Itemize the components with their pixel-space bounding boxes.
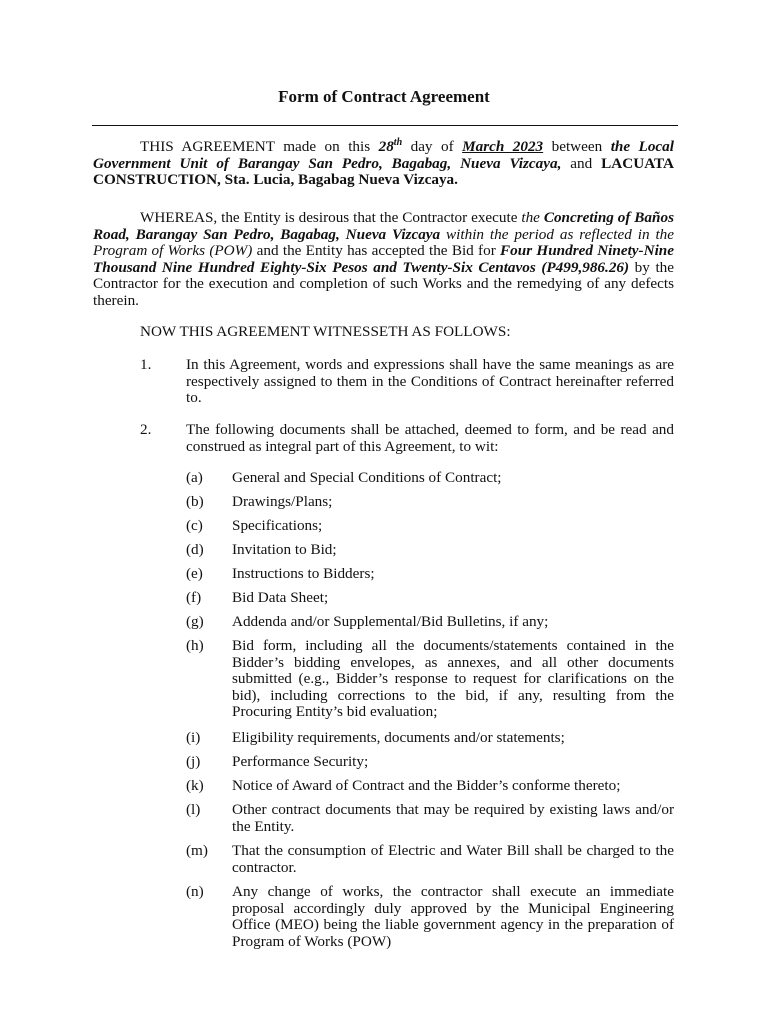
clause-number: 1. bbox=[140, 356, 152, 373]
clause-number: 2. bbox=[140, 421, 152, 438]
document-item-text: Any change of works, the contractor shall execute an immediate proposal accordingly duly approved by the Municipal Engineering Office (MEO) being the liable government agency in the preparation of Program of Works (POW) bbox=[232, 883, 674, 950]
bid-amount: Four Hundred Ninety-Nine Thousand Nine Hundred Eighty-Six Pesos and Twenty-Six Centavos (P499,986.26) bbox=[93, 242, 674, 276]
title-divider bbox=[92, 125, 678, 126]
document-item-label: (i) bbox=[186, 729, 201, 746]
document-item-label: (l) bbox=[186, 801, 201, 818]
document-item-label: (j) bbox=[186, 753, 201, 770]
document-item-text: Notice of Award of Contract and the Bidder’s conforme thereto; bbox=[232, 777, 621, 794]
document-item-text: Bid Data Sheet; bbox=[232, 589, 329, 606]
whereas-paragraph: WHEREAS, the Entity is desirous that the Contractor execute the Concreting of Baños Road, Barangay San Pedro, Bagabag, Nueva Vizcaya within the period as reflected in the Program of Works (POW) and the Entity has accepted the Bid for Four Hundred Ninety-Nine Thousand Nine Hundred Eighty-Six Pesos and Twenty-Six Centavos (P499,986.26) by the Contractor for the execution and completion of such Works and the remedying of any defects therein. bbox=[93, 209, 675, 309]
document-item-label: (g) bbox=[186, 613, 204, 630]
document-item-text: Addenda and/or Supplemental/Bid Bulletins, if any; bbox=[232, 613, 549, 630]
agreement-month-year: March 2023 bbox=[462, 138, 544, 155]
document-item-label: (n) bbox=[186, 883, 204, 900]
document-item-label: (f) bbox=[186, 589, 202, 606]
document-item-text: That the consumption of Electric and Water Bill shall be charged to the contractor. bbox=[232, 842, 674, 876]
document-item-label: (b) bbox=[186, 493, 204, 510]
document-item-text: Drawings/Plans; bbox=[232, 493, 333, 510]
document-item-label: (k) bbox=[186, 777, 204, 794]
witnesseth-heading: NOW THIS AGREEMENT WITNESSETH AS FOLLOWS: bbox=[140, 323, 511, 340]
page-title: Form of Contract Agreement bbox=[278, 87, 490, 106]
document-item-text: Invitation to Bid; bbox=[232, 541, 337, 558]
document-item-text: Instructions to Bidders; bbox=[232, 565, 375, 582]
agreement-day: 28th bbox=[378, 136, 403, 155]
document-item-label: (d) bbox=[186, 541, 204, 558]
document-item-label: (m) bbox=[186, 842, 208, 859]
document-item-text: Performance Security; bbox=[232, 753, 369, 770]
contractor-name: LACUATA CONSTRUCTION, Sta. Lucia, Bagabag Nueva Vizcaya. bbox=[93, 154, 674, 189]
intro-paragraph: THIS AGREEMENT made on this 28th day of March 2023 between the Local Government Unit of Barangay San Pedro, Bagabag, Nueva Vizcaya, and LACUATA CONSTRUCTION, Sta. Lucia, Bagabag Nueva Vizcaya. bbox=[93, 136, 674, 189]
project-period: within the period as reflected in the Program of Works (POW) bbox=[93, 225, 675, 260]
document-item-text: Eligibility requirements, documents and/or statements; bbox=[232, 729, 565, 746]
document-item-label: (a) bbox=[186, 469, 203, 486]
intro-text: THIS AGREEMENT made on this bbox=[140, 138, 379, 155]
clause-text: In this Agreement, words and expressions shall have the same meanings as are respectively assigned to them in the Conditions of Contract hereinafter referred to. bbox=[186, 356, 674, 407]
document-item-label: (e) bbox=[186, 565, 203, 582]
clause-text: The following documents shall be attached, deemed to form, and be read and construed as integral part of this Agreement, to wit: bbox=[186, 421, 674, 455]
document-item-label: (c) bbox=[186, 517, 203, 534]
document-item-text: Specifications; bbox=[232, 517, 323, 534]
document-item-label: (h) bbox=[186, 637, 204, 654]
entity-name: the Local Government Unit of Barangay San Pedro, Bagabag, Nueva Vizcaya, bbox=[93, 138, 674, 172]
document-item-text: Bid form, including all the documents/statements contained in the Bidder’s bidding envelopes, as annexes, and all other documents submitted (e.g., Bidder’s response to request for clarifications on the bid), including corrections to the bid, if any, resulting from the Procuring Entity’s bid evaluation; bbox=[232, 637, 674, 721]
document-item-text: General and Special Conditions of Contract; bbox=[232, 469, 502, 486]
project-name: Concreting of Baños Road, Barangay San Pedro, Bagabag, Nueva Vizcaya bbox=[93, 209, 674, 243]
document-item-text: Other contract documents that may be required by existing laws and/or the Entity. bbox=[232, 801, 674, 835]
